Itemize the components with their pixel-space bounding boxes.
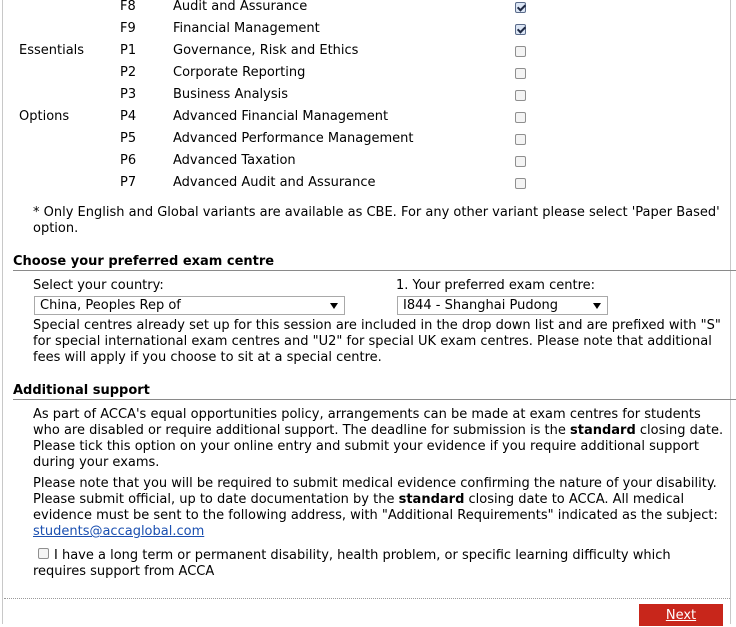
exam-code: P4 [120, 109, 137, 124]
exam-code: F9 [120, 21, 136, 36]
exam-row-f8 [0, 0, 736, 18]
cbe-note: * Only English and Global variants are available as CBE. For any other variant please select 'Paper Based' option. [33, 205, 720, 236]
exam-checkbox-f8[interactable] [515, 2, 526, 13]
standard-emphasis: standard [570, 423, 636, 438]
exam-row-p5 [0, 128, 736, 150]
exam-row-f9 [0, 18, 736, 40]
exam-checkbox-p2[interactable] [515, 68, 526, 79]
exam-name: Advanced Financial Management [173, 109, 389, 124]
exam-centre-select[interactable] [397, 296, 608, 315]
exam-centre-heading: Choose your preferred exam centre [13, 254, 736, 271]
exam-name: Financial Management [173, 21, 320, 36]
exam-code: P2 [120, 65, 137, 80]
exam-group-label: Essentials [19, 43, 85, 58]
support-p1-text-end: closing date. Please tick this option on your online entry and submit your evidence if you require additional support during your exams. [33, 423, 724, 470]
exam-name: Advanced Performance Management [173, 131, 414, 146]
exam-group-label: Options [19, 109, 70, 124]
exam-row-p2 [0, 62, 736, 84]
exam-name: Advanced Audit and Assurance [173, 175, 376, 190]
exam-name: Corporate Reporting [173, 65, 306, 80]
support-p1-text: As part of ACCA's equal opportunities policy, arrangements can be made at exam centres for students who are disabled or require additional support. The deadline for submission is the [33, 407, 701, 438]
country-label: Select your country: [33, 278, 164, 293]
exam-code: P1 [120, 43, 137, 58]
next-button[interactable]: Next [639, 604, 723, 626]
exam-row-p3 [0, 84, 736, 106]
exam-checkbox-f9[interactable] [515, 24, 526, 35]
exam-checkbox-p1[interactable] [515, 46, 526, 57]
exam-code: P6 [120, 153, 137, 168]
exam-code: P5 [120, 131, 137, 146]
divider [4, 598, 730, 599]
disability-checkbox-label: I have a long term or permanent disability, health problem, or specific learning difficulty which requires support from ACCA [33, 548, 671, 579]
support-paragraph-2 [33, 476, 725, 540]
exam-checkbox-p7[interactable] [515, 178, 526, 189]
exam-name: Audit and Assurance [173, 0, 308, 14]
exam-checkbox-p3[interactable] [515, 90, 526, 101]
additional-support-heading: Additional support [13, 383, 736, 400]
country-select[interactable] [34, 296, 345, 315]
support-p2-text: Please note that you will be required to submit medical evidence confirming the nature of your disability. Please submit official, up to date documentation by the [33, 476, 717, 507]
exam-code: P7 [120, 175, 137, 190]
country-select-value: China, Peoples Rep of [40, 298, 181, 313]
exam-name: Advanced Taxation [173, 153, 296, 168]
chevron-down-icon [330, 303, 338, 309]
exam-checkbox-p4[interactable] [515, 112, 526, 123]
exam-row-p1 [0, 40, 736, 62]
exam-row-p7 [0, 172, 736, 194]
support-p2-text-end: closing date to ACCA. All medical evidence must be sent to the following address, with "Additional Requirements" indicated as the subject: [33, 492, 718, 523]
exam-centre-select-value: I844 - Shanghai Pudong [403, 298, 559, 313]
exam-code: F8 [120, 0, 136, 14]
exam-name: Business Analysis [173, 87, 289, 102]
exam-code: P3 [120, 87, 137, 102]
support-paragraph-1 [33, 407, 725, 471]
exam-checkbox-p6[interactable] [515, 156, 526, 167]
support-email-link[interactable]: students@accaglobal.com [33, 524, 205, 539]
exam-checkbox-p5[interactable] [515, 134, 526, 145]
special-centre-note: Special centres already set up for this session are included in the drop down list and are prefixed with "S" for special international exam centres and "U2" for special UK exam centres. Please note that additional fees will apply if you choose to sit at a special centre. [33, 318, 721, 365]
exam-row-p6 [0, 150, 736, 172]
standard-emphasis: standard [398, 492, 465, 507]
exam-row-p4 [0, 106, 736, 128]
exam-name: Governance, Risk and Ethics [173, 43, 359, 58]
centre-label: 1. Your preferred exam centre: [396, 278, 596, 293]
chevron-down-icon [593, 303, 601, 309]
